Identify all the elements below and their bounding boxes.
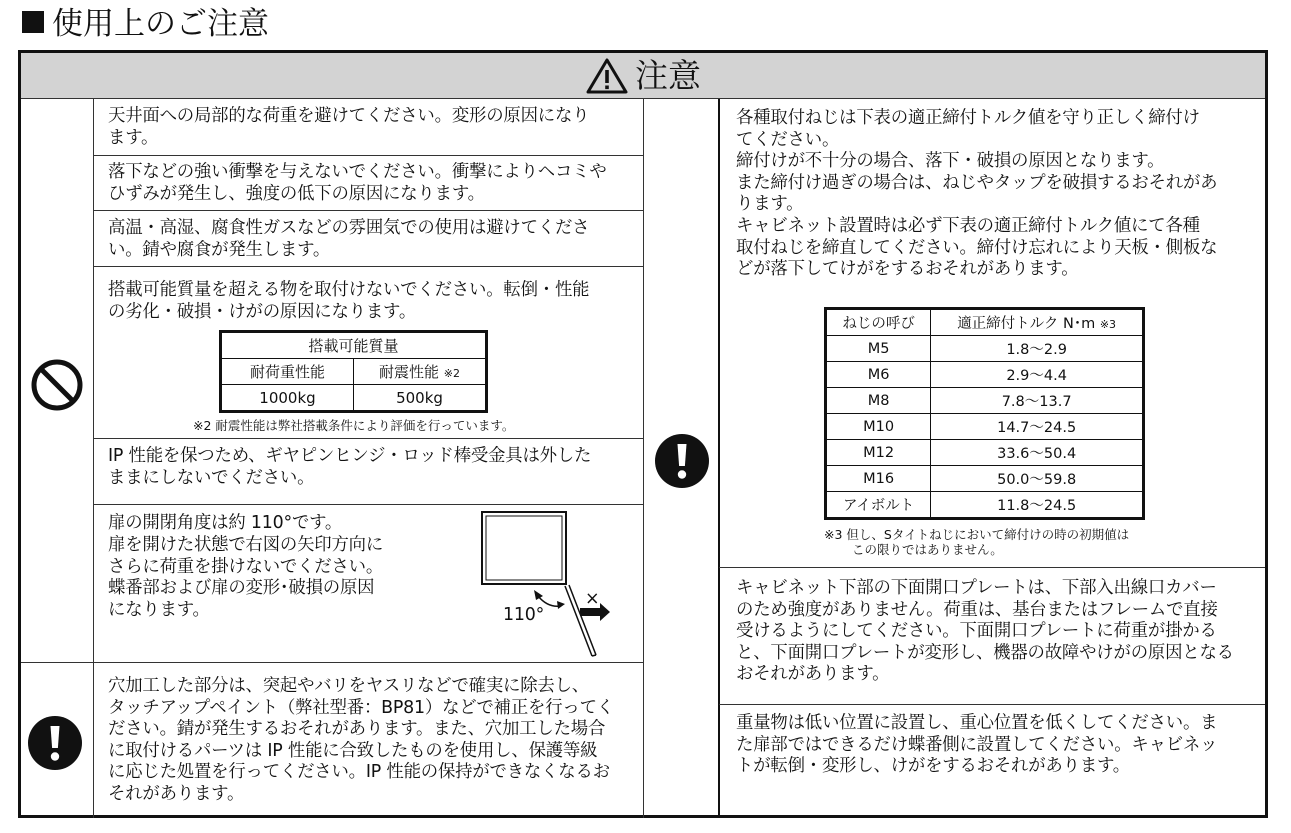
load-table-val2: 500kg: [354, 385, 486, 411]
load-table-val1: 1000kg: [222, 385, 354, 411]
torque-header-value: 適正締付トルク N･m ※3: [931, 310, 1143, 336]
load-table-col2: 耐震性能 ※2: [354, 359, 486, 385]
load-table-footnote: ※2 耐震性能は弊社搭載条件により評価を行っています。: [193, 418, 515, 433]
caution-item-impact: 落下などの強い衝撃を与えないでください。衝撃によりヘコミや ひずみが発生し、強度の低下の原因になります。: [108, 162, 607, 204]
table-cell: M5: [827, 336, 931, 362]
group-divider: [21, 662, 643, 663]
load-table-title: 搭載可能質量: [222, 333, 486, 359]
table-cell: 2.9～4.4: [931, 362, 1143, 388]
table-cell: アイボルト: [827, 492, 931, 518]
caution-item-heavy-objects: 重量物は低い位置に設置し、重心位置を低くしてください。ま た扉部ではできるだけ蝶番側に設置してください。キャビネッ トが転倒・変形し、けがをするおそれがあります。: [736, 713, 1218, 777]
table-row: [827, 388, 1143, 414]
caution-item-bottom-plate: キャビネット下部の下面開口プレートは、下部入出線口カバー のため強度がありません。荷重は、基台またはフレームで直接 受けるようにしてください。下面開口プレートに荷重が掛かる と、下面開口プレートが変形し、機器の故障やけがの原因となる おそれがあります。: [736, 578, 1234, 685]
table-cell: M16: [827, 466, 931, 492]
prohibition-icon: [29, 357, 85, 413]
row-divider: [719, 567, 1265, 568]
load-capacity-table: [221, 332, 486, 411]
row-divider: [93, 504, 643, 505]
torque-header-screw: ねじの呼び: [827, 310, 931, 336]
table-cell: 33.6～50.4: [931, 440, 1143, 466]
x-mark: ×: [585, 589, 600, 609]
table-row: [827, 466, 1143, 492]
row-divider: [719, 704, 1265, 705]
row-divider: [93, 266, 643, 267]
mandatory-exclamation-icon: [654, 433, 710, 489]
caution-item-drilling: 穴加工した部分は、突起やバリをヤスリなどで確実に除去し、 タッチアップペイント（弊社型番：BP81）などで補正を行ってく ださい。錆が発生するおそれがあります。また、穴加工した場合 に取付けるパーツは IP 性能に合致したものを使用し、保護等級 に応じた処置を行ってください。IP 性能の保持ができなくなるお それがあります。: [108, 676, 614, 804]
torque-table-footnote: ※3 但し、Sタイトねじにおいて締付けの時の初期値は この限りではありません。: [824, 527, 1130, 557]
table-cell: 11.8～24.5: [931, 492, 1143, 518]
table-cell: 50.0～59.8: [931, 466, 1143, 492]
table-row: [827, 492, 1143, 518]
table-row: [827, 414, 1143, 440]
warning-triangle-icon: [585, 57, 629, 95]
table-row: [827, 362, 1143, 388]
caution-item-screw-torque: 各種取付ねじは下表の適正締付トルク値を守り正しく締付け てください。 締付けが不十分の場合、落下・破損の原因となります。 また締付け過ぎの場合は、ねじやタップを破損するおそれがあ ります。 キャビネット設置時は必ず下表の適正締付トルク値にて各種 取付ねじを締直してください。締付け忘れにより天板・側板な どが落下してけがをするおそれがあります。: [736, 108, 1218, 280]
square-bullet-icon: [22, 11, 44, 33]
caution-item-door-angle: 扉の開閉角度は約 110°です。 扉を開けた状態で右図の矢印方向に さらに荷重を掛けないでください。 蝶番部および扉の変形･破損の原因 になります。: [108, 513, 384, 621]
left-column-edge: [643, 99, 644, 818]
table-cell: 1.8～2.9: [931, 336, 1143, 362]
table-cell: M12: [827, 440, 931, 466]
load-table-col1: 耐荷重性能: [222, 359, 354, 385]
table-cell: M8: [827, 388, 931, 414]
table-cell: M10: [827, 414, 931, 440]
page-title: 使用上のご注意: [22, 4, 269, 44]
row-divider: [93, 155, 643, 156]
caution-item-ceiling-load: 天井面への局部的な荷重を避けてください。変形の原因になり ます。: [108, 106, 590, 148]
door-angle-label: 110°: [503, 605, 545, 625]
mandatory-exclamation-icon: [27, 715, 83, 771]
table-row: [827, 336, 1143, 362]
center-divider: [718, 99, 720, 818]
table-cell: 14.7～24.5: [931, 414, 1143, 440]
caution-item-load-capacity: 搭載可能質量を超える物を取付けないでください。転倒・性能 の劣化・破損・けがの原因になります。: [108, 280, 590, 322]
row-divider: [93, 438, 643, 439]
table-cell: 7.8～13.7: [931, 388, 1143, 414]
caution-item-environment: 高温・高湿、腐食性ガスなどの雰囲気での使用は避けてくださ い。錆や腐食が発生します。: [108, 218, 590, 260]
row-divider: [93, 210, 643, 211]
torque-table: [826, 309, 1143, 518]
door-angle-figure: [476, 508, 626, 660]
caution-header: [21, 53, 1265, 99]
table-cell: M6: [827, 362, 931, 388]
caution-header-label: 注意: [635, 56, 701, 95]
left-icon-divider: [93, 99, 94, 818]
table-row: [827, 440, 1143, 466]
caution-item-ip-hinge: IP 性能を保つため、ギヤピンヒンジ・ロッド棒受金具は外した ままにしないでください。: [108, 446, 592, 488]
